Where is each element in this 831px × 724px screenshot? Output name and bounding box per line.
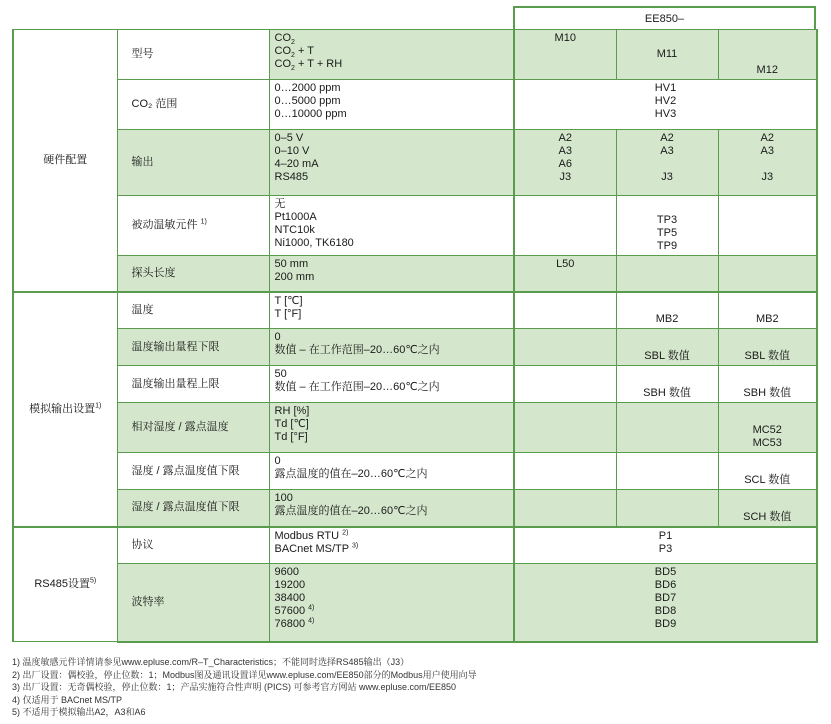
row-rh	[13, 403, 817, 453]
option-co2-t-rh: $CO_2 + T$ + RH	[274, 58, 343, 73]
option-co2: $CO_2$	[274, 32, 295, 47]
options-temp-low: 0 数值 – 在工作范围–20…60℃之内	[269, 329, 514, 366]
code-rh-high-m12: SCH 数值	[718, 490, 817, 527]
codes-baud: BD5 BD6 BD7 BD8 BD9	[514, 564, 817, 642]
code-m10: M10	[514, 30, 616, 80]
model-prefix: EE850–	[644, 13, 685, 25]
options-co2-range: 0…2000 ppm 0…5000 ppm 0…10000 ppm	[269, 80, 514, 130]
code-temp-high-m11: SBH 数值	[616, 366, 718, 403]
row-temp-low	[13, 329, 817, 366]
codes-output-m12: A2 A3 J3	[718, 130, 817, 196]
label-temp-low: 温度输出量程下限	[117, 329, 269, 366]
label-model: 型号	[117, 30, 269, 80]
code-rh-low-m12: SCL 数值	[718, 453, 817, 490]
codes-rh-m12: MC52 MC53	[718, 403, 817, 453]
codes-output-m11: A2 A3 J3	[616, 130, 718, 196]
options-model	[269, 30, 514, 80]
footnote-3: 3) 出厂设置：无奇偶校验，停止位数：1；产品实施符合性声明 (PICS) 可参考官方网站 www.epluse.com/EE850	[12, 682, 457, 692]
label-co2-range: CO₂ 范围	[117, 80, 269, 130]
code-temp-m11: MB2	[616, 292, 718, 329]
label-baud: 波特率	[117, 564, 269, 642]
label-probe: 探头长度	[117, 256, 269, 292]
codes-sensor: TP3 TP5 TP9	[616, 196, 718, 256]
label-temp-high: 温度输出量程上限	[117, 366, 269, 403]
codes-output-m10: A2 A3 A6 J3	[514, 130, 616, 196]
code-temp-m12: MB2	[718, 292, 817, 329]
cell-empty	[718, 196, 817, 256]
row-co2-range	[13, 80, 817, 130]
row-model	[13, 30, 817, 80]
cell-empty	[514, 329, 616, 366]
footnote-1: 1) 温度敏感元件详情请参见www.epluse.com/R–T_Characteristics；不能同时选择RS485输出（J3）	[12, 657, 410, 667]
codes-co2-range: HV1 HV2 HV3	[514, 80, 817, 130]
label-output: 输出	[117, 130, 269, 196]
footnote-2: 2) 出厂设置：偶校验，停止位数：1；Modbus图及通讯设置详见www.epluse.com/EE850部分的Modbus用户使用向导	[12, 669, 477, 680]
model-header	[513, 6, 816, 30]
label-rh: 相对湿度 / 露点温度	[117, 403, 269, 453]
code-temp-low-m11: SBL 数值	[616, 329, 718, 366]
row-rh-low	[13, 453, 817, 490]
cell-empty	[514, 453, 616, 490]
label-sensor: 被动温敏元件 $^{1)}$	[117, 196, 269, 256]
cell-empty	[616, 490, 718, 527]
row-sensor	[13, 196, 817, 256]
cell-empty	[514, 292, 616, 329]
row-baud	[13, 564, 817, 642]
options-rh-low: 0 露点温度的值在–20…60℃之内	[269, 453, 514, 490]
section-analog: 模拟输出设置$^{1)}$	[13, 292, 117, 527]
cell-empty	[514, 490, 616, 527]
options-output: 0–5 V 0–10 V 4–20 mA RS485	[269, 130, 514, 196]
cell-empty	[616, 256, 718, 292]
section-hardware: 硬件配置	[13, 30, 117, 292]
options-rh-high: 100 露点温度的值在–20…60℃之内	[269, 490, 514, 527]
row-temp-high	[13, 366, 817, 403]
cell-empty	[514, 403, 616, 453]
label-rh-high: 湿度 / 露点温度值下限	[117, 490, 269, 527]
option-co2-t: $CO_2 + T$	[274, 45, 314, 60]
cell-empty	[616, 403, 718, 453]
options-baud: 9600 19200 38400 57600 $^{4)}$ 76800 $^{4)}$	[269, 564, 514, 642]
cell-empty	[718, 256, 817, 292]
options-rh: RH [%] Td [℃] Td [°F]	[269, 403, 514, 453]
footnote-4: 4) 仅适用于 BACnet MS/TP	[12, 694, 123, 705]
code-probe: L50	[514, 256, 616, 292]
section-rs485: RS485设置$^{5)}$	[13, 527, 117, 642]
footnotes	[12, 656, 477, 719]
label-rh-low: 湿度 / 露点温度值下限	[117, 453, 269, 490]
cell-empty	[514, 366, 616, 403]
label-protocol: 协议	[117, 527, 269, 564]
options-temp-high: 50 数值 – 在工作范围–20…60℃之内	[269, 366, 514, 403]
code-m11: M11	[616, 30, 718, 80]
row-rh-high	[13, 490, 817, 527]
code-temp-high-m12: SBH 数值	[718, 366, 817, 403]
row-probe	[13, 256, 817, 292]
options-protocol: Modbus RTU $^{2)}$ BACnet MS/TP $^{3)}$	[269, 527, 514, 564]
code-m12: M12	[718, 30, 817, 80]
cell-empty	[616, 453, 718, 490]
order-code-table	[12, 29, 818, 643]
codes-protocol: P1 P3	[514, 527, 817, 564]
row-output	[13, 130, 817, 196]
options-probe: 50 mm 200 mm	[269, 256, 514, 292]
footnote-5: 5) 不适用于模拟输出A2，A3和A6	[12, 707, 146, 717]
row-temp	[13, 292, 817, 329]
options-temp: T [℃] T [°F]	[269, 292, 514, 329]
options-sensor: 无 Pt1000A NTC10k Ni1000, TK6180	[269, 196, 514, 256]
label-temp: 温度	[117, 292, 269, 329]
cell-empty	[514, 196, 616, 256]
row-protocol	[13, 527, 817, 564]
code-temp-low-m12: SBL 数值	[718, 329, 817, 366]
